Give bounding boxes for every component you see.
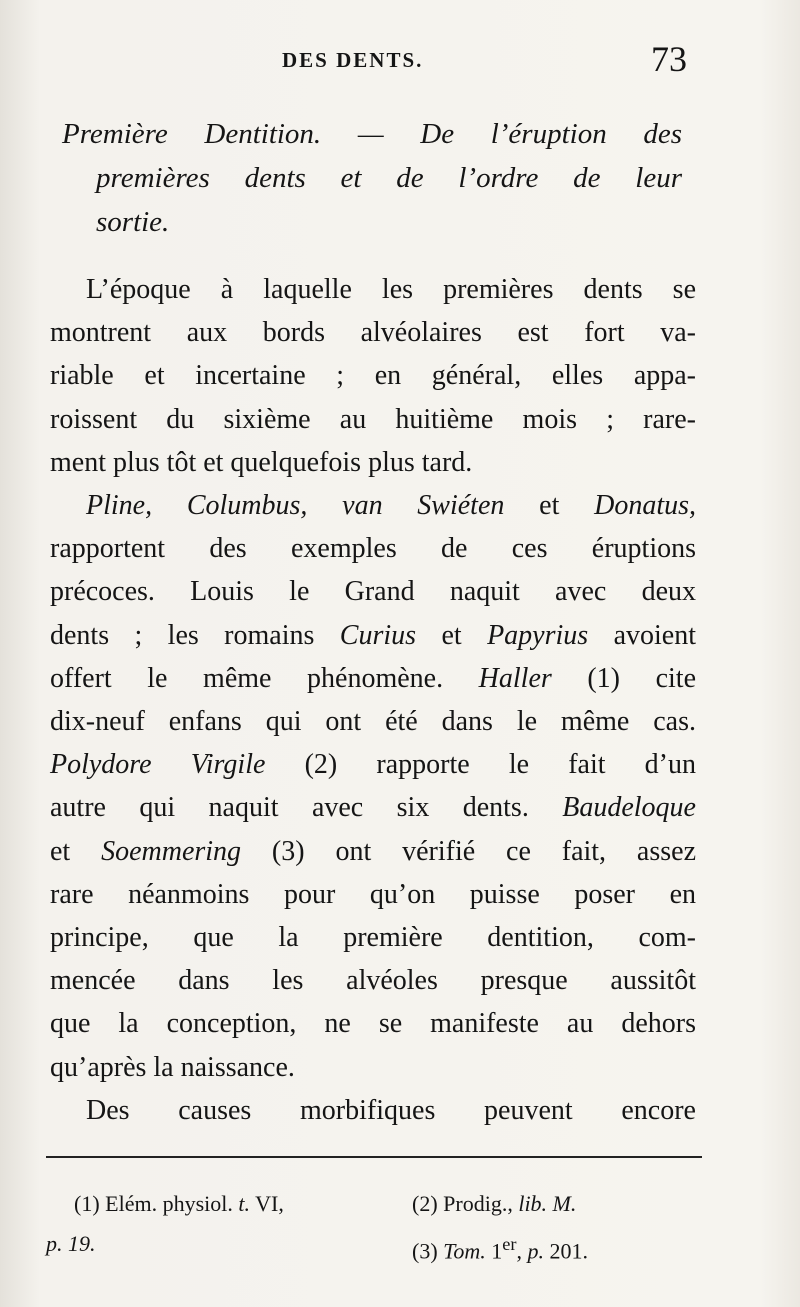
text-line (50, 786, 696, 829)
text-line: L’époque à laquelle les premières dents se (86, 274, 696, 305)
text-line: montrent aux bords alvéolaires est fort va- (50, 317, 696, 349)
text-line: que la conception, ne se manifeste au dehors (50, 1008, 696, 1040)
text-span: (2) rapporte le fait d’un (265, 749, 696, 781)
footnote-superscript: er (502, 1234, 517, 1254)
text-line (50, 830, 696, 873)
heading-line: premières dents et de l’ordre de leur (96, 162, 682, 194)
text-line: principe, que la première dentition, com- (50, 922, 696, 954)
footnote-text: Tom. (443, 1238, 486, 1264)
text-line (50, 657, 696, 700)
name-polydore-virgile: Polydore Virgile (50, 749, 266, 781)
text-line (50, 484, 696, 527)
footnote-3 (412, 1224, 588, 1271)
footnote-text: p. (527, 1238, 545, 1264)
author-name: Donatus, (594, 490, 696, 522)
footnote-1-continued: p. 19. (46, 1231, 96, 1256)
footnote-text: , (516, 1238, 528, 1264)
text-span: avoient (588, 619, 696, 651)
text-line: rare néanmoins pour qu’on puisse poser en (50, 878, 696, 910)
footnote-1 (74, 1184, 284, 1224)
body-text (50, 268, 696, 1132)
text-span: et (50, 835, 102, 867)
text-span: dents ; les romains (50, 619, 340, 651)
text-span: et (504, 490, 595, 522)
footnote-text: (2) Prodig., (412, 1191, 519, 1216)
footnote-text: 201. (544, 1238, 589, 1264)
footnote-text: 1 (485, 1238, 503, 1264)
text-span: (3) ont vérifié ce fait, assez (241, 835, 696, 867)
text-line (50, 743, 696, 786)
name-haller: Haller (478, 662, 552, 694)
footnote-rule (46, 1156, 702, 1158)
text-span: autre qui naquit avec six dents. (50, 792, 563, 824)
heading-subtitle: — De l’éruption des (321, 118, 682, 150)
heading-line (62, 112, 682, 156)
text-line (50, 614, 696, 657)
footnote-text: (1) Elém. physiol. (74, 1191, 239, 1216)
footnote-text: VI, (250, 1191, 284, 1216)
page-number: 73 (651, 39, 687, 79)
name-curius: Curius (339, 619, 417, 651)
text-line: rapportent des exemples de ces éruptions (50, 533, 696, 565)
text-span: et (416, 619, 488, 651)
text-line: dix-neuf enfans qui ont été dans le même cas. (50, 706, 696, 738)
footnote-text: t. (238, 1191, 250, 1216)
text-line: roissent du sixième au huitième mois ; rare- (50, 403, 696, 435)
text-span: offert le même phénomène. (50, 662, 479, 694)
footnote-text: (3) (412, 1238, 444, 1264)
text-line: riable et incertaine ; en général, elles appa- (50, 360, 696, 392)
footnote-2 (412, 1184, 576, 1224)
text-line: qu’après la naissance. (50, 1051, 295, 1083)
text-span: (1) cite (551, 662, 696, 694)
footnote-text: lib. M. (518, 1191, 577, 1216)
heading-line: sortie. (96, 206, 170, 238)
heading-title: Première Dentition. (62, 118, 322, 150)
name-baudeloque: Baudeloque (562, 792, 696, 824)
text-line: mencée dans les alvéoles presque aussitôt (50, 965, 696, 997)
name-soemmering: Soemmering (101, 835, 242, 867)
name-papyrius: Papyrius (487, 619, 589, 651)
text-line: précoces. Louis le Grand naquit avec deux (50, 576, 696, 608)
running-head: DES DENTS. (282, 48, 424, 72)
text-line: ment plus tôt et quelquefois plus tard. (50, 446, 473, 478)
page-header (0, 39, 800, 94)
section-heading (62, 112, 682, 244)
author-names: Pline, Columbus, van Swiéten (86, 490, 505, 522)
text-line: Des causes morbifiques peuvent encore (86, 1094, 696, 1126)
